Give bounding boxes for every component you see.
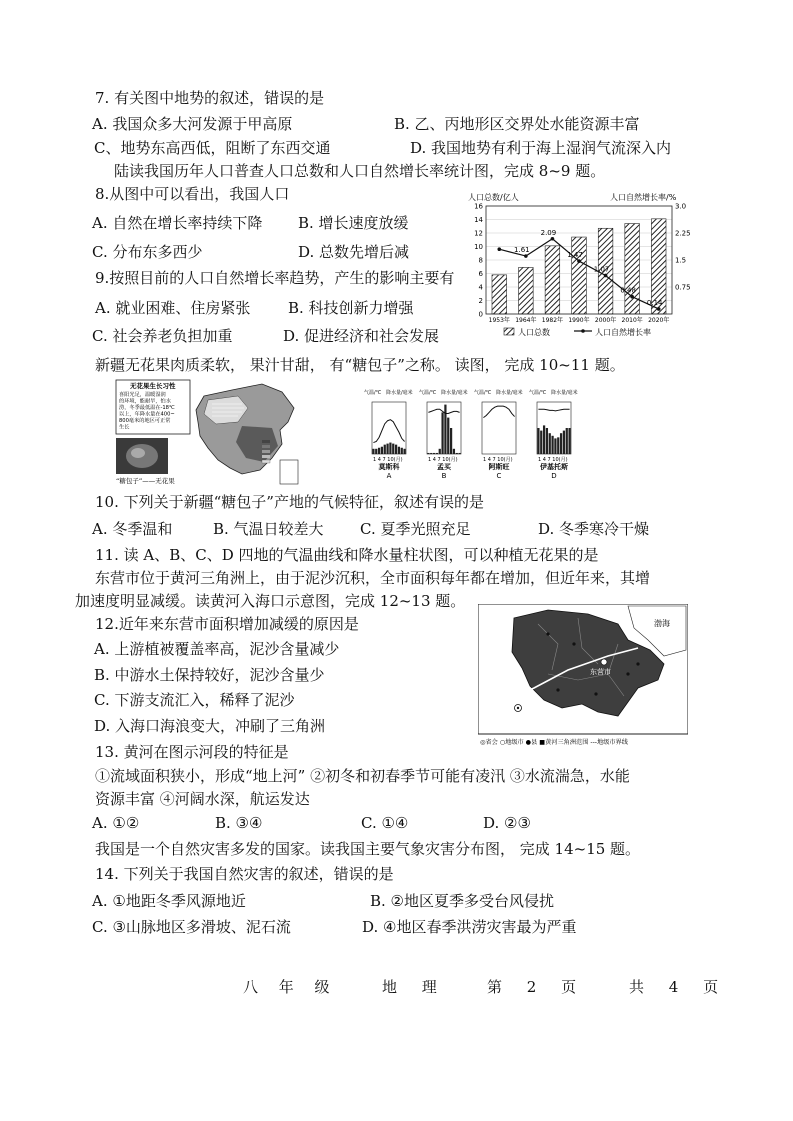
- q10-option-d: D. 冬季寒冷干燥: [538, 520, 650, 538]
- station-name: 莫斯科: [378, 463, 400, 471]
- precip-bar: [392, 444, 394, 454]
- precip-bar: [546, 428, 548, 454]
- growth-habit-title: 无花果生长习性: [130, 382, 176, 390]
- precip-bar: [430, 453, 432, 454]
- x-tick-label: 2010年: [621, 317, 643, 324]
- growth-rate-label: 1.07: [593, 265, 610, 274]
- fig-photo-caption: “糖包子”——无花果: [116, 477, 175, 485]
- growth-habit-line-3: 涝，冬季最低温在-18℃: [119, 405, 175, 411]
- month-label: 1 4 7 10(月): [428, 457, 458, 463]
- legend-bar-swatch: [504, 328, 514, 335]
- station-letter: B: [441, 472, 447, 480]
- precip-bar: [568, 428, 570, 454]
- q9-option-a: A. 就业困难、住房紧张: [95, 299, 251, 317]
- q9-option-d: D. 促进经济和社会发展: [283, 327, 440, 345]
- precip-bar: [375, 449, 377, 454]
- right-tick-label: 0.75: [675, 283, 691, 292]
- q8-option-a: A. 自然在增长率持续下降: [92, 214, 263, 232]
- left-tick-label: 10: [474, 243, 483, 251]
- q8-stem: 8.从图中可以看出，我国人口: [95, 185, 290, 203]
- growth-rate-label: 2.09: [540, 228, 557, 237]
- map2-legend: ◎省会 ○地级市 ●县 ■黄河三角洲范围 ---地级市界线: [480, 739, 628, 746]
- growth-habit-line-2: 的环境，能耐旱，怕水: [119, 398, 171, 405]
- precip-bar: [458, 453, 460, 454]
- x-tick-label: 1982年: [541, 317, 564, 324]
- precip-bar: [456, 453, 458, 454]
- precip-bar: [436, 453, 438, 454]
- q14-option-a: A. ①地距冬季风源地近: [92, 892, 246, 910]
- climate-charts: [362, 388, 584, 480]
- q8-lead: 陆读我国历年人口普查人口总数和人口自然增长率统计图，完成 8~9 题。: [114, 162, 606, 180]
- footer-subject: 地 理: [382, 978, 447, 996]
- climate-chart-b: [419, 389, 468, 480]
- climate-frame: [427, 402, 461, 454]
- precip-bar: [389, 443, 391, 454]
- q7-option-b: B. 乙、丙地形区交界处水能资源丰富: [394, 115, 640, 133]
- q9-option-c: C. 社会养老负担加重: [92, 327, 233, 345]
- precip-bar: [551, 436, 553, 454]
- station-letter: A: [386, 472, 392, 480]
- footer-total: 共 4 页: [629, 978, 729, 996]
- growth-rate-label: 0.48: [620, 286, 636, 295]
- q14-option-b: B. ②地区夏季多受台风侵扰: [370, 892, 555, 910]
- precip-bar: [566, 428, 568, 454]
- right-tick-label: 3.0: [675, 202, 687, 211]
- left-tick-label: 12: [474, 229, 483, 238]
- climate-chart-a: [364, 389, 413, 480]
- precip-bar: [450, 428, 452, 454]
- precip-bar: [384, 445, 386, 454]
- fig-lead: 新疆无花果肉质柔软， 果汁甘甜， 有“糖包子”之称。 读图， 完成 10~11 题。: [95, 356, 625, 374]
- left-tick-label: 8: [478, 256, 483, 265]
- q14-stem: 14. 下列关于我国自然灾害的叙述，错误的是: [95, 865, 394, 883]
- right-tick-label: 1.5: [675, 256, 687, 265]
- population-bar: [625, 224, 640, 314]
- q7-stem: 7. 有关图中地势的叙述，错误的是: [95, 89, 325, 107]
- precip-bar: [398, 447, 400, 454]
- climate-frame: [372, 402, 406, 454]
- precip-bar: [540, 431, 542, 454]
- growth-habit-line-4: 以上，年降水量在400~: [119, 411, 175, 418]
- precip-bar: [433, 453, 435, 454]
- climate-frame: [482, 402, 516, 454]
- q12-option-c: C. 下游支流汇入，稀释了泥沙: [94, 691, 295, 709]
- q13-option-a: A. ①②: [92, 814, 140, 832]
- q13-option-b: B. ③④: [215, 814, 263, 832]
- left-tick-label: 0: [478, 310, 483, 319]
- population-chart: [464, 190, 700, 338]
- growth-habit-line-5: 800毫米的地区可正常: [119, 418, 171, 424]
- precip-bar: [447, 418, 449, 454]
- precip-axis-label: 降水量/毫米: [386, 390, 413, 396]
- q13-stem: 13. 黄河在图示河段的特征是: [95, 743, 289, 761]
- dongying-line-1: 东营市位于黄河三角洲上，由于泥沙沉积，全市面积每年都在增加，但近年来，其增: [95, 569, 651, 587]
- south-china-sea-inset: [280, 460, 298, 484]
- q8-option-b: B. 增长速度放缓: [298, 214, 409, 232]
- x-tick-label: 2020年: [648, 317, 670, 324]
- population-bar: [519, 267, 534, 314]
- precip-bar: [453, 449, 455, 454]
- q8-option-c: C. 分布东多西少: [92, 243, 203, 261]
- right-axis-label: 人口自然增长率/%: [610, 193, 677, 202]
- q13-option-c: C. ①④: [361, 814, 409, 832]
- precip-axis-label: 降水量/毫米: [441, 390, 468, 396]
- growth-rate-label: 0.14: [646, 298, 663, 307]
- fig-map-china: [112, 378, 302, 486]
- precip-bar: [543, 425, 545, 454]
- precip-bar: [439, 449, 441, 454]
- precip-bar: [401, 448, 403, 454]
- growth-rate-label: 1.61: [514, 246, 530, 255]
- growth-rate-point: [577, 259, 581, 263]
- station-letter: C: [496, 472, 502, 480]
- legend-bar-label: 人口总数: [518, 328, 550, 337]
- left-axis-label: 人口总数/亿人: [468, 193, 519, 202]
- q12-option-b: B. 中游水土保持较好，泥沙含量少: [94, 666, 325, 684]
- population-bar: [572, 237, 587, 314]
- x-tick-label: 2000年: [594, 317, 617, 324]
- growth-rate-point: [604, 274, 608, 278]
- q9-stem: 9.按照目前的人口自然增长率趋势，产生的影响主要有: [95, 269, 455, 287]
- q10-stem: 10. 下列关于新疆“糖包子”产地的气候特征，叙述有误的是: [95, 493, 484, 511]
- left-tick-label: 2: [478, 297, 483, 305]
- left-tick-label: 6: [478, 270, 483, 278]
- left-tick-label: 16: [474, 202, 483, 211]
- precip-bar: [403, 449, 405, 454]
- temp-axis-label: 气温/℃: [364, 390, 382, 396]
- precip-bar: [386, 444, 388, 454]
- climate-chart-c: [474, 389, 523, 480]
- station-letter: D: [551, 472, 557, 480]
- x-tick-label: 1964年: [515, 317, 537, 324]
- growth-rate-label: 1.47: [567, 251, 583, 260]
- q13-line-1: ①流域面积狭小，形成“地上河” ②初冬和初春季节可能有凌汛 ③水流湍急，水能: [95, 767, 630, 785]
- q7-option-a: A. 我国众多大河发源于甲高原: [92, 115, 293, 133]
- q11-stem: 11. 读 A、B、C、D 四地的气温曲线和降水量柱状图，可以种植无花果的是: [95, 546, 599, 564]
- precip-bar: [372, 449, 374, 454]
- station-name: 伊基托斯: [540, 463, 568, 471]
- precip-bar: [537, 428, 539, 454]
- climate-chart-d: [529, 389, 578, 480]
- month-label: 1 4 7 10(月): [538, 457, 568, 463]
- growth-habit-line-1: 喜阳光足，温暖湿润: [119, 392, 166, 398]
- precip-bar: [560, 433, 562, 454]
- precip-bar: [549, 433, 551, 454]
- x-tick-label: 1990年: [568, 317, 590, 324]
- q12-option-a: A. 上游植被覆盖率高，泥沙含量减少: [94, 640, 340, 658]
- footer-grade: 八 年 级: [243, 978, 338, 996]
- population-bar: [492, 275, 507, 314]
- q10-option-a: A. 冬季温和: [92, 520, 173, 538]
- q10-option-c: C. 夏季光照充足: [360, 520, 471, 538]
- station-name: 孟买: [437, 463, 451, 471]
- precip-bar: [381, 447, 383, 454]
- growth-habit-line-6: 生长: [119, 424, 130, 431]
- precip-bar: [554, 438, 556, 454]
- temp-axis-label: 气温/℃: [474, 390, 492, 396]
- q8-option-d: D. 总数先增后减: [298, 243, 410, 261]
- growth-rate-point: [630, 295, 634, 299]
- month-label: 1 4 7 10(月): [483, 457, 513, 463]
- yellow-river-mouth-map: [478, 604, 688, 746]
- q13-option-d: D. ②③: [483, 814, 531, 832]
- population-bar: [545, 246, 560, 314]
- legend-line-label: 人口自然增长率: [595, 328, 651, 337]
- bohai-sea-label: 渤海: [654, 619, 670, 628]
- growth-rate-point: [657, 307, 661, 311]
- q7-option-c: C、地势东高西低，阻断了东西交通: [94, 139, 331, 157]
- precip-bar: [444, 405, 446, 454]
- growth-rate-point: [524, 254, 528, 258]
- station-name: 阿斯旺: [488, 463, 510, 471]
- growth-rate-point: [551, 237, 555, 241]
- dongying-line-2: 加速度明显减缓。读黄河入海口示意图，完成 12~13 题。: [75, 592, 466, 610]
- precip-axis-label: 降水量/毫米: [496, 390, 523, 396]
- precip-bar: [563, 431, 565, 454]
- left-tick-label: 4: [478, 283, 483, 292]
- precip-bar: [378, 448, 380, 454]
- q9-option-b: B. 科技创新力增强: [288, 299, 414, 317]
- precip-bar: [441, 412, 443, 454]
- precip-axis-label: 降水量/毫米: [551, 390, 578, 396]
- precip-bar: [557, 437, 559, 454]
- dongying-city-label: 东营市: [590, 668, 611, 676]
- disaster-lead: 我国是一个自然灾害多发的国家。读我国主要气象灾害分布图， 完成 14~15 题。: [95, 840, 641, 858]
- x-tick-label: 1953年: [488, 317, 510, 324]
- right-tick-label: 2.25: [675, 229, 691, 238]
- q7-option-d: D. 我国地势有利于海上湿润气流深入内: [410, 139, 672, 157]
- footer-page: 第 2 页: [487, 978, 587, 996]
- temp-axis-label: 气温/℃: [529, 390, 547, 396]
- growth-rate-point: [497, 247, 501, 251]
- temp-axis-label: 气温/℃: [419, 390, 437, 396]
- q12-option-d: D. 入海口海浪变大，冲刷了三角洲: [94, 717, 326, 735]
- q14-option-c: C. ③山脉地区多滑坡、泥石流: [92, 918, 291, 936]
- q12-stem: 12.近年来东营市面积增加减缓的原因是: [95, 615, 359, 633]
- left-tick-label: 14: [474, 216, 483, 224]
- precip-bar: [395, 445, 397, 454]
- q14-option-d: D. ④地区春季洪涝灾害最为严重: [362, 918, 577, 936]
- q10-option-b: B. 气温日较差大: [213, 520, 324, 538]
- month-label: 1 4 7 10(月): [373, 457, 403, 463]
- q13-line-2: 资源丰富 ④河阔水深，航运发达: [95, 790, 310, 808]
- precip-bar: [427, 453, 429, 454]
